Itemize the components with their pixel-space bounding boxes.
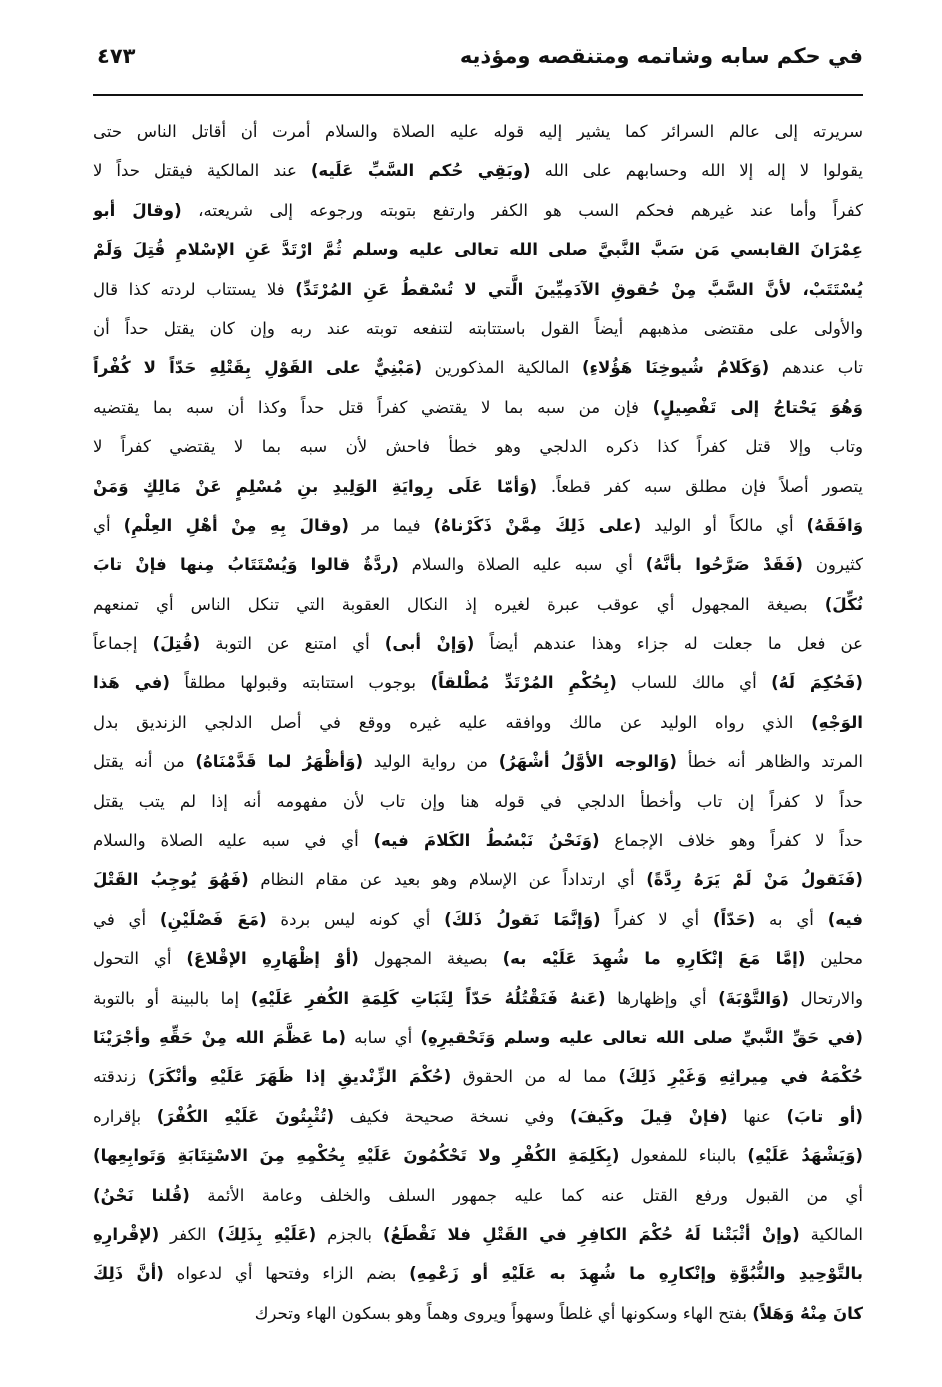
text-line xyxy=(93,979,863,1018)
text-line xyxy=(93,112,863,151)
text-line xyxy=(93,821,863,860)
commentary-text: بصيغة المجهول xyxy=(358,949,503,969)
matn-text: (وقالَ أبو xyxy=(93,200,182,220)
matn-text: كانَ مِنْهُ وَهَلاً) xyxy=(752,1303,863,1323)
matn-text: وَهُوَ يَحْتاجُ إلى تَفْصِيلٍ) xyxy=(652,397,863,417)
text-line xyxy=(93,545,863,584)
commentary-text: عنها xyxy=(727,1106,787,1126)
commentary-text: أي مالك للساب xyxy=(616,673,772,693)
text-line xyxy=(93,624,863,663)
page-number: ٤٧٣ xyxy=(97,44,136,68)
matn-text: بالتَّوْحِيدِ والنُّبُوَّةِ وإنْكارِهِ ما شُهِدَ به عَلَيْهِ أو زَعْمِهِ) xyxy=(409,1264,863,1284)
matn-text: وَافَقَهُ) xyxy=(806,515,863,535)
commentary-text: يتصور أصلاً فإن مطلق سبه كفر قطعاً. xyxy=(537,476,863,496)
commentary-text: بإقراره xyxy=(93,1106,157,1126)
header-rule xyxy=(93,94,863,96)
text-line xyxy=(93,860,863,899)
commentary-text: والارتحال xyxy=(788,988,863,1008)
text-line xyxy=(93,1254,863,1293)
matn-text: (في هَذا xyxy=(93,673,170,693)
matn-text: عِمْرَانَ القابسي مَن سَبَّ النَّبيَّ صلى الله تعالى عليه وسلم ثُمَّ ارْتَدَّ عَنِ الإسْلامِ قُتِلَ وَلَمْ xyxy=(93,240,863,260)
commentary-text: أي وإظهارها xyxy=(605,988,719,1008)
commentary-text: المالكية xyxy=(799,1224,863,1244)
matn-text: (وَكَلامُ شُيوخِنَا هَؤُلاءِ) xyxy=(581,358,770,378)
commentary-text: عن فعل ما جعلت له جزاء وهذا عندهم أيضاً xyxy=(474,634,863,654)
commentary-text: زندقته xyxy=(93,1067,148,1087)
commentary-text: بالبناء للمفعول xyxy=(619,1146,748,1166)
matn-text: (وَنَحْنُ نَبْسُطُ الكَلامَ فيه) xyxy=(373,831,600,851)
commentary-text: فإن من سبه بما لا يقتضي كفراً قتل حداً وكذا أن سبه بما يقتضيه xyxy=(93,397,653,417)
matn-text: (حُكْمَ الزِّنْديقِ إذا ظَهَرَ عَلَيْهِ وأنْكَرَ) xyxy=(147,1067,452,1087)
text-line xyxy=(93,663,863,702)
matn-text: (ردَّةٌ قالوا وَيُسْتَتَابُ مِنها فإنْ تابَ xyxy=(93,555,399,575)
commentary-text: محلين xyxy=(805,949,863,969)
text-line xyxy=(93,467,863,506)
text-line xyxy=(93,900,863,939)
text-line xyxy=(93,782,863,821)
commentary-text: أي كونه ليس بردة xyxy=(266,909,445,929)
commentary-text: من أنه يقتل xyxy=(93,752,196,772)
matn-text: (فَهُوَ يُوجِبُ القَتْلَ xyxy=(93,870,249,890)
text-line xyxy=(93,1057,863,1096)
matn-text: (بِكَلِمَةِ الكُفْرِ ولا تَحْكُمُونَ عَلَيْهِ بِحُكْمِهِ مِنَ الاسْتِتَابَةِ وَتَوابِعِها) xyxy=(93,1146,620,1166)
commentary-text: أي سبه عليه الصلاة والسلام xyxy=(398,555,646,575)
commentary-text: بصيغة المجهول أي عوقب عبرة لغيره إذ النكال العقوبة التي تنكل الناس أي تمنعهم xyxy=(93,594,825,614)
commentary-text: أي به xyxy=(755,909,828,929)
commentary-text: الذي رواه الوليد عن مالك ووافقه عليه غيره ووقع في أصل الدلجي الزنديق بدل xyxy=(93,712,812,732)
matn-text: (أو تابَ) xyxy=(786,1106,863,1126)
commentary-text: إجماعاً xyxy=(93,634,153,654)
text-line xyxy=(93,939,863,978)
text-line xyxy=(93,151,863,190)
commentary-text: تاب عندهم xyxy=(769,358,863,378)
commentary-text: يقولوا لا إله إلا الله وحسابهم على الله xyxy=(530,161,863,181)
matn-text: (عَنهُ فَنَقْتُلُهُ حَدّاً لِثَبَاتِ كَلِمَةِ الكُفرِ عَلَيْهِ) xyxy=(250,988,606,1008)
commentary-text: أي ارتداداً عن الإسلام وهو بعيد عن مقام النظام xyxy=(248,870,647,890)
commentary-text: بالجزم xyxy=(316,1224,383,1244)
commentary-text: فلا يستتاب لردته كذا قال xyxy=(93,279,296,299)
matn-text: (وَأمّا عَلَى رِوايَةِ الوَلِيدِ بنِ مُسْلِمٍ عَنْ مَالِكٍ وَمَنْ xyxy=(93,476,538,496)
commentary-text: أي في سبه عليه الصلاة والسلام xyxy=(93,831,374,851)
commentary-text: حداً لا كفراً إن تاب وأخطأ الدلجي في قوله هنا وإن تاب لأن مفهومه أنه إذا لم يتب يقتل xyxy=(93,791,863,811)
matn-text: (ما عَظَّمَ الله مِنْ حَقِّهِ وأجْرَيْنَا xyxy=(93,1027,347,1047)
matn-text: (حَدّاً) xyxy=(712,909,756,929)
matn-text: (قُلنا نَحْنُ) xyxy=(93,1185,190,1205)
text-line xyxy=(93,506,863,545)
text-line xyxy=(93,742,863,781)
matn-text: (قُتِلَ) xyxy=(152,634,201,654)
matn-text: (أوْ إظْهَارِهِ الإقْلاعَ) xyxy=(186,949,359,969)
commentary-text: الكفر xyxy=(159,1224,218,1244)
commentary-text: كثيرون xyxy=(802,555,863,575)
text-line xyxy=(93,1294,863,1333)
commentary-text: وفي نسخة صحيحة فكيف xyxy=(334,1106,570,1126)
commentary-text: فيما مر xyxy=(348,515,434,535)
matn-text: حُكْمَهُ في مِيراثِهِ وَغَيْرِ ذَلِكَ) xyxy=(618,1067,863,1087)
matn-text: (عَلَيْهِ بِذَلِكَ) xyxy=(217,1224,317,1244)
matn-text: (وبَقِي حُكم السَّبِّ عَلَيه) xyxy=(310,161,531,181)
matn-text: (فَنَقولُ مَنْ لَمْ يَرَهُ رِدَّةً) xyxy=(646,870,863,890)
text-line xyxy=(93,230,863,269)
text-line xyxy=(93,191,863,230)
matn-text: (فَقَدْ صَرَّحُوا بأنَّهُ) xyxy=(645,555,803,575)
commentary-text: وتاب وإلا قتل كفراً كذا ذكره الدلجي وهو خطأ فاحش لأن سبه بما لا يقتضي كفراً لا xyxy=(93,437,863,457)
matn-text: (في حَقِّ النَّبيِّ صلى الله تعالى عليه وسلم وَتَحْقيرِهِ) xyxy=(420,1027,863,1047)
page-header xyxy=(93,38,863,90)
matn-text: (إمَّا مَعَ إنْكَارِهِ ما شُهِدَ عَلَيْه به) xyxy=(502,949,806,969)
text-line xyxy=(93,1215,863,1254)
matn-text: الوَجْهِ) xyxy=(811,712,863,732)
text-line xyxy=(93,270,863,309)
body-text xyxy=(93,112,863,1333)
text-line xyxy=(93,348,863,387)
commentary-text: أي من القبول ورفع القتل عنه كما عليه جمهور السلف والخلف وعامة الأئمة xyxy=(189,1185,863,1205)
commentary-text: بضم الزاء وفتحها أي لدعواه xyxy=(163,1264,410,1284)
matn-text: (وَأظْهَرُ لما قَدَّمْنَاهُ) xyxy=(195,752,364,772)
matn-text: (لإقْرارِهِ xyxy=(93,1224,160,1244)
matn-text: (وَالتَّوْبَةَ) xyxy=(718,988,789,1008)
text-line xyxy=(93,427,863,466)
commentary-text: والأولى على مقتضى مذهبهم أيضاً القول باستتابته لتنفعه توبته عند ربه وإن كان يقتل حداً أن xyxy=(93,318,863,338)
matn-text: (وإنْ أثْبَتْنا لَهُ حُكْمَ الكافِرِ في القَتْلِ فلا نَقْطَعُ) xyxy=(382,1224,800,1244)
matn-text: (مَبْنِيٌّ على القَوْلِ بِقَتْلِهِ حَدّاً لا كُفْراً xyxy=(93,358,423,378)
commentary-text: مما له من الحقوق xyxy=(451,1067,619,1087)
commentary-text: حداً لا كفراً وهو خلاف الإجماع xyxy=(599,831,863,851)
text-line xyxy=(93,388,863,427)
commentary-text: أي مالكاً أو الوليد xyxy=(641,515,807,535)
matn-text: (فإنْ قِيلَ وكَيفَ) xyxy=(569,1106,728,1126)
commentary-text: أي لا كفراً xyxy=(600,909,713,929)
matn-text: (وَيَشْهَدُ عَلَيْهِ) xyxy=(747,1146,863,1166)
matn-text: يُسْتَتَبْ، لأنَّ السَّبَّ مِنْ حُقوقِ الآدَمِيِّينَ الَّتي لا تُسْقطُ عَنِ المُرْتَدِّ) xyxy=(295,279,863,299)
commentary-text: كفراً وأما عند غيرهم فحكم السب هو الكفر وارتفع بتوبته ورجوعه إلى شريعته، xyxy=(181,200,863,220)
commentary-text: عند المالكية فيقتل حداً لا xyxy=(93,161,311,181)
commentary-text: بوجوب استتابته وقبولها مطلقاً xyxy=(169,673,431,693)
commentary-text: بفتح الهاء وسكونها أي غلطاً وسهواً ويروى وهماً وهو بسكون الهاء وتحرك xyxy=(254,1303,753,1323)
text-line xyxy=(93,1176,863,1215)
matn-text: (وَإنْ أبى) xyxy=(384,634,475,654)
running-title: في حكم سابه وشاتمه ومتنقصه ومؤذيه xyxy=(459,44,863,68)
commentary-text: من رواية الوليد xyxy=(363,752,499,772)
text-line xyxy=(93,309,863,348)
matn-text: (وَإنَّمَا نَقولُ ذَلكَ) xyxy=(444,909,601,929)
commentary-text: أي التحول xyxy=(93,949,187,969)
commentary-text: أي سابه xyxy=(346,1027,421,1047)
commentary-text: سريرته إلى عالم السرائر كما يشير إليه قوله عليه الصلاة والسلام أمرت أن أقاتل الناس حتى xyxy=(93,122,863,141)
matn-text: (أنَّ ذَلِكَ xyxy=(93,1264,164,1284)
text-line xyxy=(93,1018,863,1057)
commentary-text: أي امتنع عن التوبة xyxy=(200,634,385,654)
text-line xyxy=(93,1097,863,1136)
matn-text: (على ذَلِكَ مِمَّنْ ذَكَرْناهُ) xyxy=(433,515,642,535)
commentary-text: إما بالبينة أو بالتوبة xyxy=(93,988,251,1008)
matn-text: (تُثْبِتُونَ عَلَيْهِ الكُفْرَ) xyxy=(156,1106,335,1126)
matn-text: (وَالوجه الأوَّلُ أشْهَرُ) xyxy=(498,752,678,772)
text-line xyxy=(93,703,863,742)
commentary-text: أي في xyxy=(93,909,160,929)
matn-text: (فَحُكِمَ لَهُ) xyxy=(771,673,863,693)
commentary-text: أي xyxy=(93,515,124,535)
text-line xyxy=(93,1136,863,1175)
matn-text: فيه) xyxy=(827,909,863,929)
matn-text: نُكِّلَ) xyxy=(824,594,863,614)
matn-text: (وقالَ بِهِ مِنْ أهْلِ العِلْمِ) xyxy=(123,515,349,535)
matn-text: (بِحُكْمِ المُرْتَدِّ مُطْلقاً) xyxy=(430,673,617,693)
commentary-text: المرتد والظاهر أنه خطأ xyxy=(677,752,863,772)
commentary-text: المالكية المذكورين xyxy=(422,358,582,378)
matn-text: (مَعَ فَصْلَيْنِ) xyxy=(159,909,267,929)
text-line xyxy=(93,585,863,624)
